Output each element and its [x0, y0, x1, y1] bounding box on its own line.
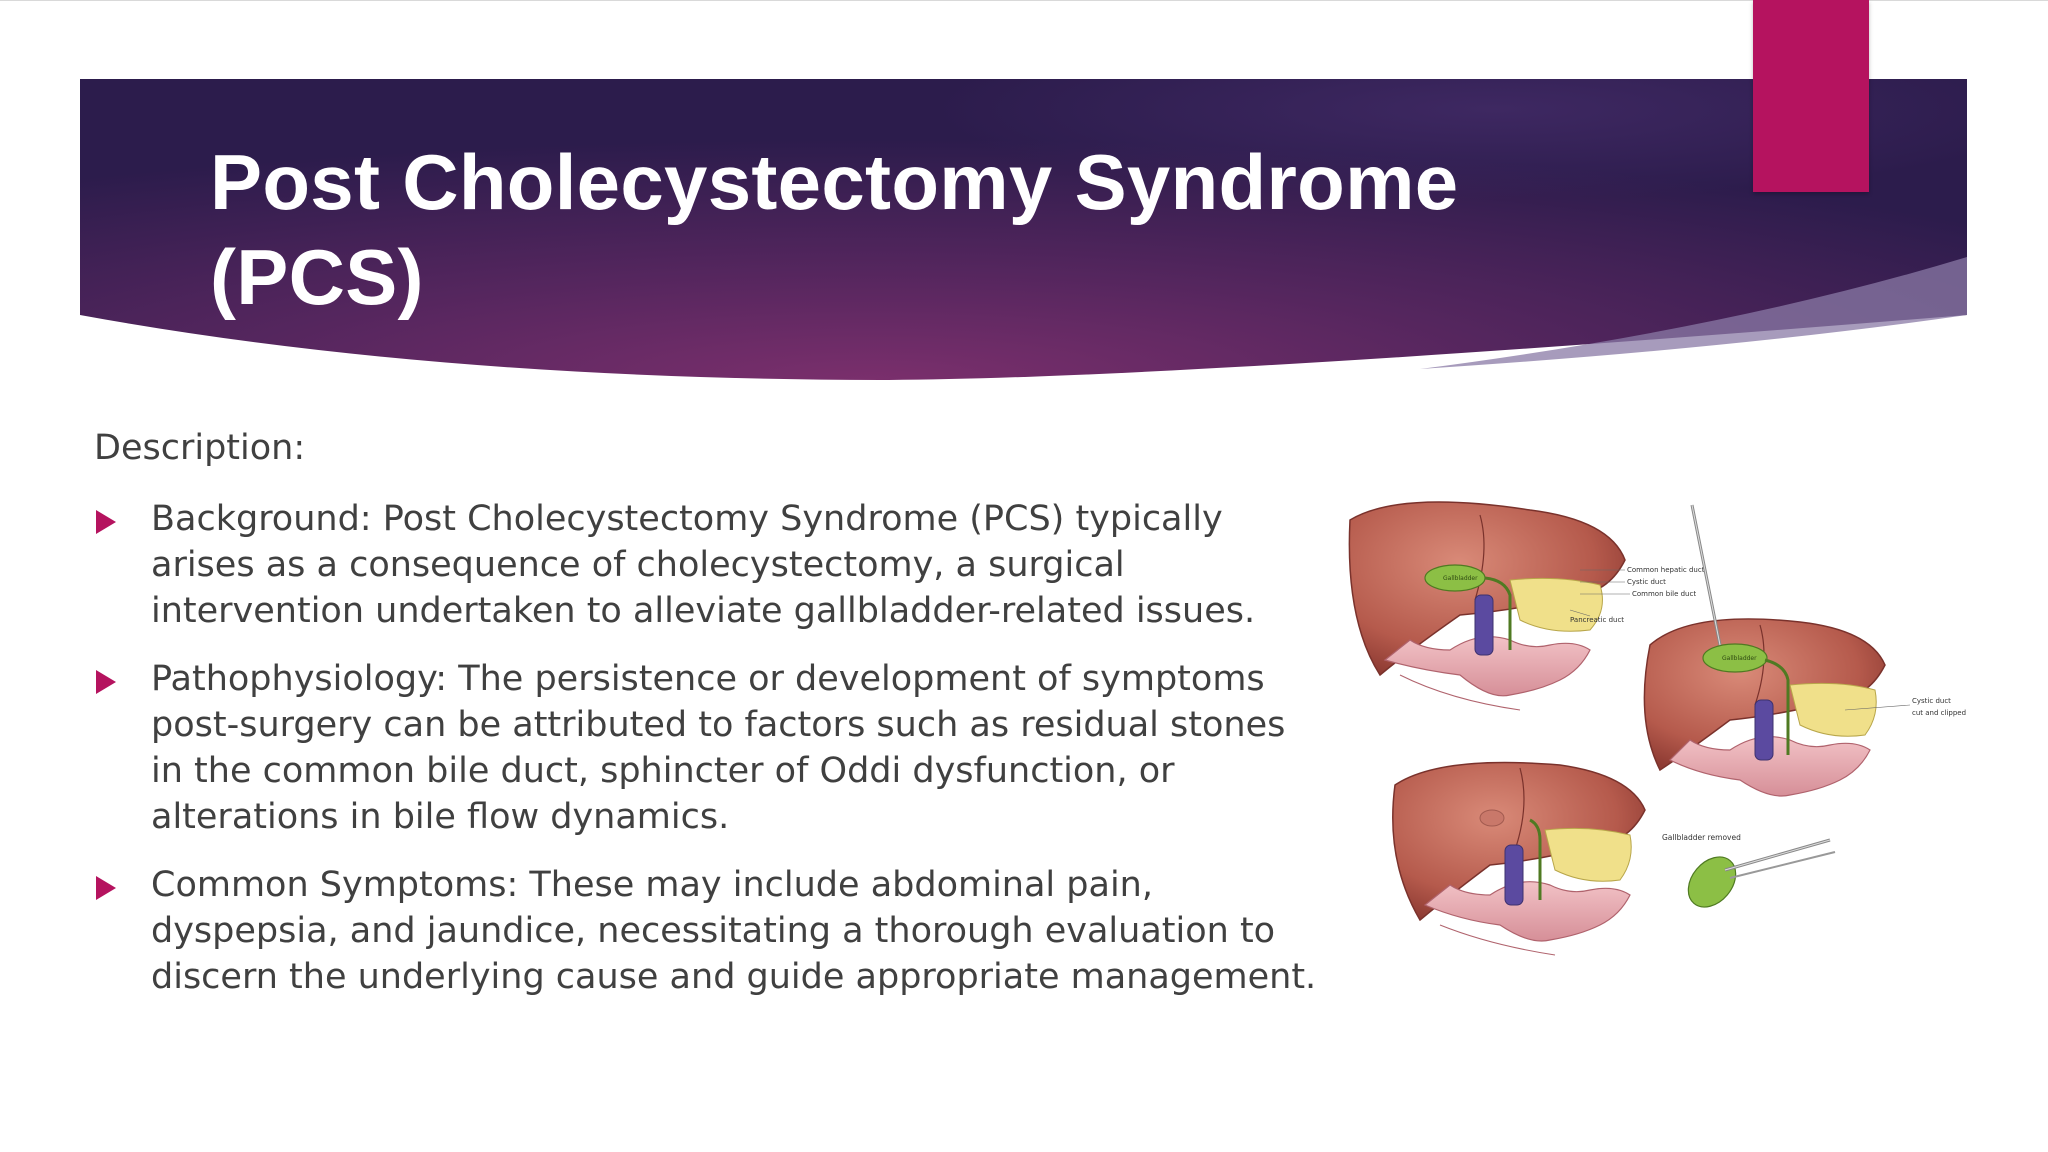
cholecystectomy-illustration: [1340, 500, 1990, 970]
bullet-background: [94, 496, 1324, 634]
bullet-text: Pathophysiology: The persistence or development of symptoms post-surgery can be attributed to factors such as residual stones in the common bile duct, sphincter of Oddi dysfunction, or alterations in bile flow dynamics.: [151, 659, 1286, 837]
label-pancreatic-duct: Pancreatic duct: [1570, 616, 1625, 624]
title-line-2: (PCS): [210, 233, 424, 321]
liver-diagram-clipping: [1644, 505, 1966, 796]
bullet-pathophysiology: [94, 656, 1324, 840]
triangle-bullet-icon: [96, 876, 116, 900]
label-gallbladder-1: Gallbladder: [1443, 575, 1478, 582]
triangle-bullet-icon: [96, 510, 116, 534]
bullet-list: [94, 496, 1324, 1022]
label-common-hepatic-duct: Common hepatic duct: [1627, 566, 1705, 574]
bullet-text: Background: Post Cholecystectomy Syndrome (PCS) typically arises as a consequence of cholecystectomy, a surgical intervention undertaken to alleviate gallbladder-related issues.: [151, 499, 1256, 631]
label-cystic-duct-cut-2: cut and clipped: [1912, 709, 1967, 717]
label-common-bile-duct: Common bile duct: [1632, 590, 1697, 598]
title-line-1: Post Cholecystectomy Syndrome: [210, 138, 1459, 226]
bullet-common-symptoms: [94, 862, 1324, 1000]
label-gallbladder-2: Gallbladder: [1722, 655, 1757, 662]
bullet-text: Common Symptoms: These may include abdominal pain, dyspepsia, and jaundice, necessitating a thorough evaluation to discern the underlying cause and guide appropriate management.: [151, 865, 1317, 997]
top-border: [0, 0, 2048, 1]
triangle-bullet-icon: [96, 670, 116, 694]
label-cystic-duct: Cystic duct: [1627, 578, 1666, 586]
label-cystic-duct-cut-1: Cystic duct: [1912, 697, 1951, 705]
slide-title: [210, 135, 1610, 325]
description-label: Description:: [94, 428, 306, 468]
label-gallbladder-removed: Gallbladder removed: [1662, 833, 1741, 842]
accent-tab: [1753, 0, 1869, 192]
